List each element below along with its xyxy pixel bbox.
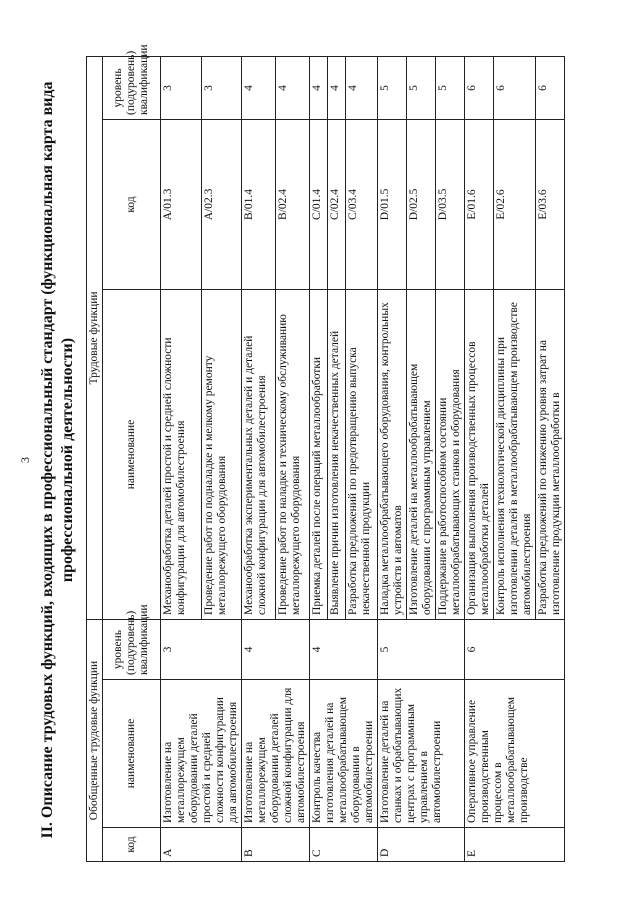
function-name: Организация выполнения производственных процессов металлообработки деталей (465, 289, 494, 619)
group-level: 5 (378, 619, 465, 679)
group-code: D (378, 828, 465, 862)
function-level: 6 (465, 56, 494, 119)
function-code: B/01.4 (242, 119, 276, 289)
table-row (242, 56, 276, 861)
function-code: E/03.6 (536, 119, 565, 289)
function-name: Разработка предложений по предотвращению выпуска некачественной продукции (345, 289, 377, 619)
function-code: E/01.6 (465, 119, 494, 289)
group-code: A (161, 828, 242, 862)
group-level: 3 (161, 619, 242, 679)
table-row (378, 56, 407, 861)
function-level: 4 (345, 56, 377, 119)
group-level: 6 (465, 619, 565, 679)
function-level: 4 (310, 56, 328, 119)
function-level: 4 (276, 56, 310, 119)
table-row (310, 56, 328, 861)
function-level: 3 (161, 56, 202, 119)
header-tf-name: наименование (103, 289, 161, 619)
function-name: Контроль исполнения технологической дисциплины при изготовлении деталей в металлообрабатывающем производстве автомобилестроения (494, 289, 536, 619)
function-name: Приемка деталей после операций металлообработки (310, 289, 328, 619)
group-level: 4 (310, 619, 378, 679)
function-level: 4 (242, 56, 276, 119)
group-code: C (310, 828, 378, 862)
function-name: Проведение работ по подналадке и мелкому ремонту металлорежущего оборудования (201, 289, 242, 619)
table-body (161, 56, 565, 861)
table-row (465, 56, 494, 861)
function-code: E/02.6 (494, 119, 536, 289)
function-code: D/01.5 (378, 119, 407, 289)
function-code: C/01.4 (310, 119, 328, 289)
function-name: Изготовление деталей на металлообрабатывающем оборудовании с программным управлением (407, 289, 436, 619)
function-name: Поддержание в работоспособном состоянии металлообрабатывающих станков и оборудования (436, 289, 465, 619)
group-name: Изготовление деталей на станках и обрабатывающих центрах с программным управлением в автомобилестроении (378, 680, 465, 828)
table-row (161, 56, 202, 861)
function-level: 6 (494, 56, 536, 119)
function-code: D/03.5 (436, 119, 465, 289)
function-name: Наладка металлообрабатывающего оборудования, контрольных устройств и автоматов (378, 289, 407, 619)
header-generalized-functions: Обобщенные трудовые функции (87, 619, 103, 861)
function-name: Выявление причин изготовления некачественных деталей (327, 289, 345, 619)
function-name: Проведение работ по наладке и техническому обслуживанию металлорежущего оборудования (276, 289, 310, 619)
group-code: B (242, 828, 310, 862)
function-level: 5 (378, 56, 407, 119)
header-code: код (103, 828, 161, 862)
function-level: 4 (327, 56, 345, 119)
function-name: Разработка предложений по снижению уровня затрат на изготовление продукции металлообработки в (536, 289, 565, 619)
function-code: A/02.3 (201, 119, 242, 289)
section-title (38, 50, 78, 870)
group-name: Контроль качества изготовления деталей на металлообрабатывающем оборудовании в автомобилестроении (310, 680, 378, 828)
function-level: 5 (407, 56, 436, 119)
title-line-1: II. Описание трудовых функций, входящих в профессиональный стандарт (функциональная карта вида (39, 81, 56, 839)
function-level: 6 (536, 56, 565, 119)
header-tf-code: код (103, 119, 161, 289)
group-level: 4 (242, 619, 310, 679)
function-code: B/02.4 (276, 119, 310, 289)
function-code: C/03.4 (345, 119, 377, 289)
function-code: C/02.4 (327, 119, 345, 289)
functional-map-table (86, 44, 565, 862)
function-name: Механообработка экспериментальных деталей и деталей сложной конфигурации для автомобилестроения (242, 289, 276, 619)
group-name: Изготовление на металлорежущем оборудовании деталей сложной конфигурации для автомобилестроения (242, 680, 310, 828)
header-labor-functions: Трудовые функции (87, 56, 103, 619)
group-name: Изготовление на металлорежущем оборудовании деталей простой и средней сложности конфигурации для автомобилестроения (161, 680, 242, 828)
function-name: Механообработка деталей простой и средней сложности конфигурации для автомобилестроения (161, 289, 202, 619)
group-name: Оперативное управление производственным процессом в металлообрабатывающем производстве (465, 680, 565, 828)
function-level: 5 (436, 56, 465, 119)
rotated-content (18, 44, 610, 870)
header-level: уровень (подуровень) квалификации (103, 619, 161, 679)
group-code: E (465, 828, 565, 862)
page-number: 3 (18, 457, 32, 463)
function-code: D/02.5 (407, 119, 436, 289)
header-name: наименование (103, 680, 161, 828)
header-tf-level: уровень (подуровень) квалификации (103, 56, 161, 119)
function-code: A/01.3 (161, 119, 202, 289)
title-line-2: профессиональной деятельности) (59, 337, 76, 583)
function-level: 3 (201, 56, 242, 119)
